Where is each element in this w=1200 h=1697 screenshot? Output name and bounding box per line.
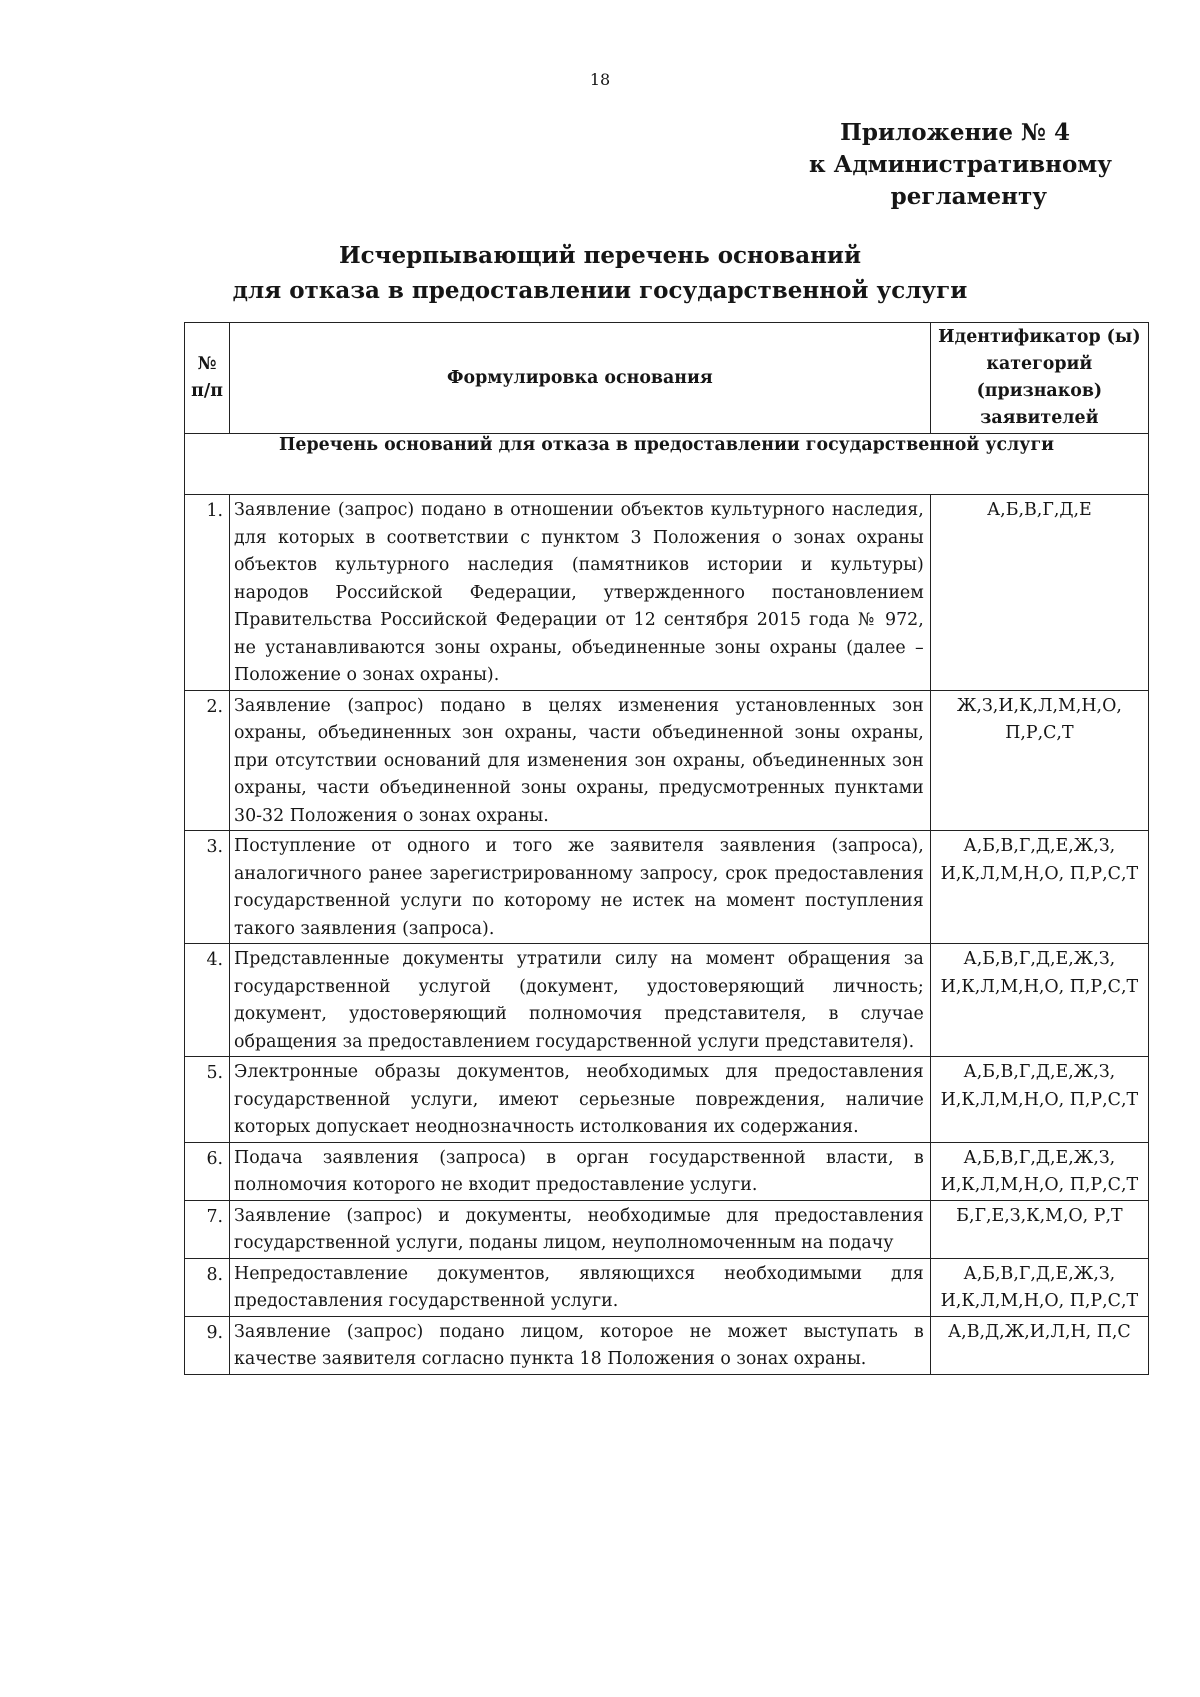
section-row [185,434,1149,495]
row-reason-text: Поступление от одного и того же заявителя заявления (запроса), аналогичного ранее зарегистрированному запросу, срок предоставления государственной услуги по которому не истек на момент поступления такого заявления (запроса). [230,831,931,944]
row-number: 4. [185,944,230,1057]
table-row [185,1200,1149,1258]
row-number: 7. [185,1200,230,1258]
header-wording: Формулировка основания [230,323,931,434]
section-title: Перечень оснований для отказа в предоставлении государственной услуги [185,434,1149,495]
appendix-line-3: регламенту [890,183,1047,210]
row-identifiers: А,Б,В,Г,Д,Е [930,495,1148,691]
appendix-line-2: к Административному [808,151,1112,178]
row-identifiers: А,Б,В,Г,Д,Е,Ж,З, И,К,Л,М,Н,О, П,Р,С,Т [930,1057,1148,1143]
header-number: № п/п [185,323,230,434]
document-title-line-1: Исчерпывающий перечень оснований [338,242,862,269]
table-row [185,1057,1149,1143]
appendix-line-1: Приложение № 4 [840,119,1070,146]
table-row [185,690,1149,831]
refusal-reasons-table [184,322,1149,1375]
row-number: 5. [185,1057,230,1143]
appendix-header [752,117,1112,213]
table-row [185,1258,1149,1316]
row-reason-text: Электронные образы документов, необходимых для предоставления государственной услуги, имеют серьезные повреждения, наличие которых допускает неоднозначность истолкования их содержания. [230,1057,931,1143]
row-number: 8. [185,1258,230,1316]
document-title-line-2: для отказа в предоставлении государственной услуги [232,277,968,304]
row-reason-text: Заявление (запрос) подано в целях изменения установленных зон охраны, объединенных зон охраны, части объединенной зоны охраны, при отсутствии оснований для изменения зон охраны, объединенных зон охраны, части объединенной зоны охраны, предусмотренных пунктами 30-32 Положения о зонах охраны. [230,690,931,831]
page-number: 18 [589,70,611,89]
row-number: 2. [185,690,230,831]
table-row [185,944,1149,1057]
table-row [185,495,1149,691]
table-row [185,831,1149,944]
row-reason-text: Непредоставление документов, являющихся необходимыми для предоставления государственной услуги. [230,1258,931,1316]
document-title [0,238,1200,308]
row-reason-text: Заявление (запрос) подано в отношении объектов культурного наследия, для которых в соответствии с пунктом 3 Положения о зонах охраны объектов культурного наследия (памятников истории и культуры) народов Российской Федерации, утвержденного постановлением Правительства Российской Федерации от 12 сентября 2015 года № 972, не устанавливаются зоны охраны, объединенные зоны охраны (далее – Положение о зонах охраны). [230,495,931,691]
row-identifiers: А,Б,В,Г,Д,Е,Ж,З, И,К,Л,М,Н,О, П,Р,С,Т [930,1142,1148,1200]
row-identifiers: А,Б,В,Г,Д,Е,Ж,З, И,К,Л,М,Н,О, П,Р,С,Т [930,831,1148,944]
header-identifiers: Идентификатор (ы) категорий (признаков) заявителей [930,323,1148,434]
row-number: 9. [185,1316,230,1374]
row-reason-text: Представленные документы утратили силу на момент обращения за государственной услугой (документ, удостоверяющий личность; документ, удостоверяющий полномочия представителя, в случае обращения за предоставлением государственной услуги представителя). [230,944,931,1057]
row-number: 6. [185,1142,230,1200]
row-identifiers: А,Б,В,Г,Д,Е,Ж,З, И,К,Л,М,Н,О, П,Р,С,Т [930,1258,1148,1316]
table-header-row [185,323,1149,434]
row-identifiers: А,Б,В,Г,Д,Е,Ж,З, И,К,Л,М,Н,О, П,Р,С,Т [930,944,1148,1057]
row-reason-text: Заявление (запрос) и документы, необходимые для предоставления государственной услуги, поданы лицом, неуполномоченным на подачу [230,1200,931,1258]
row-number: 3. [185,831,230,944]
row-identifiers: А,В,Д,Ж,И,Л,Н, П,С [930,1316,1148,1374]
table-row [185,1142,1149,1200]
row-number: 1. [185,495,230,691]
row-identifiers: Б,Г,Е,З,К,М,О, Р,Т [930,1200,1148,1258]
table-row [185,1316,1149,1374]
row-reason-text: Заявление (запрос) подано лицом, которое не может выступать в качестве заявителя согласно пункта 18 Положения о зонах охраны. [230,1316,931,1374]
row-reason-text: Подача заявления (запроса) в орган государственной власти, в полномочия которого не входит предоставление услуги. [230,1142,931,1200]
row-identifiers: Ж,З,И,К,Л,М,Н,О, П,Р,С,Т [930,690,1148,831]
